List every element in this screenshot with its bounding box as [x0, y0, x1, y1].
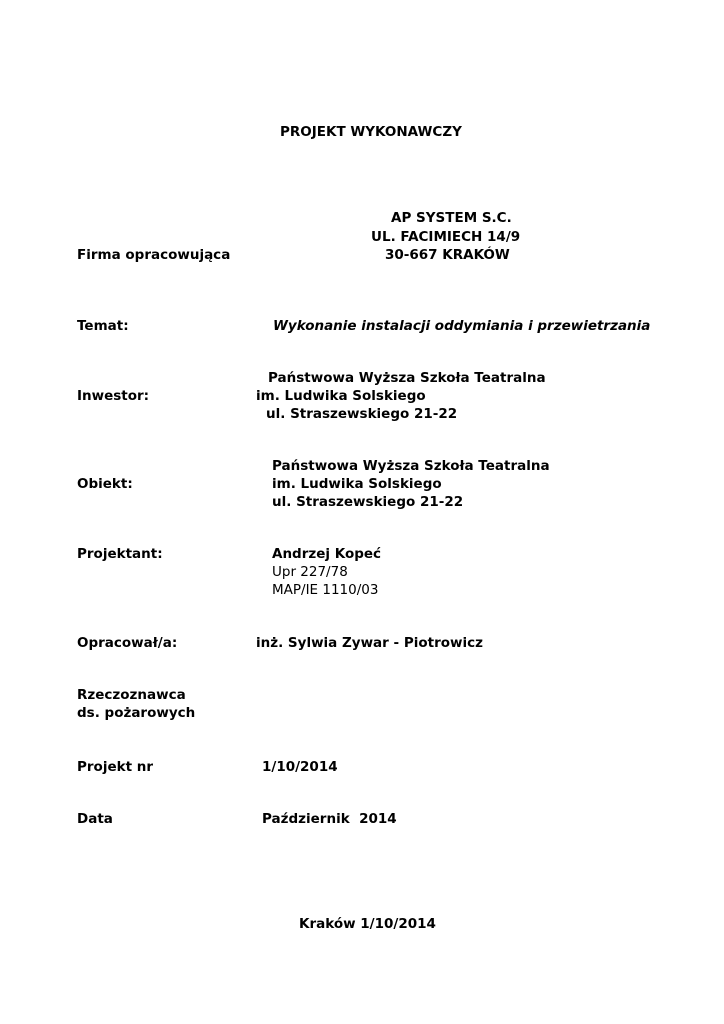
rzeczoznawca-label-1: Rzeczoznawca — [77, 687, 186, 703]
projektant-name: Andrzej Kopeć — [272, 546, 382, 562]
data-value: Październik 2014 — [262, 811, 397, 827]
projekt-nr-label: Projekt nr — [77, 759, 154, 775]
projektant-label: Projektant: — [77, 546, 163, 562]
obiekt-line-2: im. Ludwika Solskiego — [272, 476, 442, 492]
projektant-line-1: Upr 227/78 — [272, 564, 348, 580]
projekt-nr-value: 1/10/2014 — [262, 759, 338, 775]
data-label: Data — [77, 811, 113, 827]
temat-label: Temat: — [77, 318, 129, 334]
inwestor-label: Inwestor: — [77, 388, 150, 404]
obiekt-label: Obiekt: — [77, 476, 133, 492]
obiekt-line-1: Państwowa Wyższa Szkoła Teatralna — [272, 458, 550, 474]
inwestor-line-1: Państwowa Wyższa Szkoła Teatralna — [268, 370, 546, 386]
firma-label: Firma opracowująca — [77, 247, 231, 263]
projektant-line-2: MAP/IE 1110/03 — [272, 582, 379, 598]
inwestor-line-3: ul. Straszewskiego 21-22 — [266, 406, 458, 422]
footer-place-date: Kraków 1/10/2014 — [299, 916, 436, 932]
rzeczoznawca-label-2: ds. pożarowych — [77, 705, 196, 721]
firma-line-2: UL. FACIMIECH 14/9 — [371, 229, 521, 245]
document-title: PROJEKT WYKONAWCZY — [280, 124, 462, 140]
obiekt-line-3: ul. Straszewskiego 21-22 — [272, 494, 464, 510]
inwestor-line-2: im. Ludwika Solskiego — [256, 388, 426, 404]
opracowal-value: inż. Sylwia Zywar - Piotrowicz — [256, 635, 483, 651]
firma-line-1: AP SYSTEM S.C. — [391, 210, 512, 226]
temat-value: Wykonanie instalacji oddymiania i przewietrzania — [273, 318, 651, 334]
opracowal-label: Opracował/a: — [77, 635, 178, 651]
firma-line-3: 30-667 KRAKÓW — [385, 247, 510, 263]
